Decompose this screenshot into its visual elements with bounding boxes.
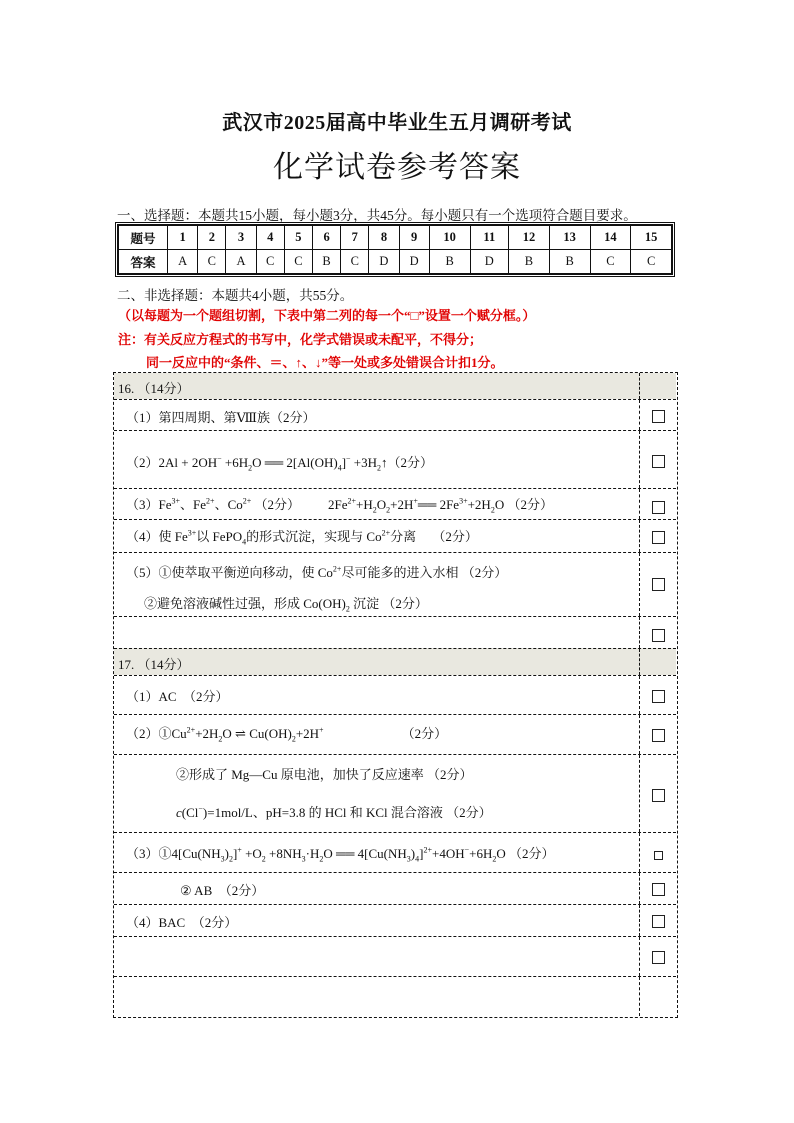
grading-note-2: 注：有关反应方程式的书写中，化学式错误或未配平，不得分； (118, 332, 483, 347)
score-box[interactable] (652, 410, 665, 423)
grading-note-1: （以每题为一个题组切割，下表中第二列的每一个“□”设置一个赋分框。） (118, 308, 536, 323)
q17-part4-answer: （4）BAC （2分） (126, 915, 238, 930)
question-number-cell: 13 (549, 226, 590, 250)
q17-part3-answer-2: ② AB （2分） (180, 883, 265, 898)
section-2-heading: 二、非选择题：本题共4小题，共55分。 (117, 288, 354, 303)
q16-part5-row (114, 552, 676, 616)
row-label: 答案 (119, 250, 168, 274)
question-number-cell: 9 (399, 226, 429, 250)
q17-part2a-row (114, 714, 676, 754)
answer-cell: B (509, 250, 550, 274)
q17-part2-answer-2: ②形成了 Mg—Cu 原电池，加快了反应速率 （2分） (176, 767, 473, 782)
question-number-cell: 11 (470, 226, 509, 250)
question-number-cell: 12 (509, 226, 550, 250)
q17-part3b-row (114, 872, 676, 904)
q16-part3-row (114, 488, 676, 519)
score-box[interactable] (652, 951, 665, 964)
question-number-cell: 1 (168, 226, 198, 250)
answer-cell: C (284, 250, 312, 274)
q17-part2-answer-3: c(Cl−)=1mol/L、pH=3.8 的 HCl 和 KCl 混合溶液 （2分） (176, 804, 492, 820)
exam-title: 武汉市2025届高中毕业生五月调研考试 (222, 112, 572, 134)
q17-part3-answer-1: $(3)①4[Cu(NH_3)_2]^+ +O_2 +8NH_3\cdot H_2O$ ══ $4[Cu(NH_3)_4]^{2+}+4OH^-+6H_2O$ （2分） (126, 845, 555, 864)
answer-cell: C (256, 250, 284, 274)
q16-part2-row (114, 430, 676, 488)
document-subtitle: 化学试卷参考答案 (273, 150, 521, 185)
answer-cell: C (198, 250, 226, 274)
q17-part3a-row (114, 832, 676, 872)
trailing-empty-row (114, 976, 676, 1016)
score-box[interactable] (652, 690, 665, 703)
grading-note-3: 同一反应中的“条件、＝、↑、↓”等一处或多处错误合计扣1分。 (146, 355, 504, 370)
row-label: 题号 (119, 226, 168, 250)
score-box[interactable] (652, 789, 665, 802)
answer-cell: C (590, 250, 631, 274)
question-number-cell: 2 (198, 226, 226, 250)
q17-part2b-row (114, 754, 676, 832)
q17-part2-answer-1: $(2)①Cu^{2+}+2H_2O$ ⇌ $Cu(OH)_2+2H^+$ （2分） (126, 725, 448, 744)
q16-part4-answer: （4）使 $Fe^{3+}$以 FePO$_4$的形式沉淀，实现与 $Co^{2+}$分离 （2分） (126, 528, 478, 547)
question-number-cell: 10 (429, 226, 470, 250)
score-box[interactable] (652, 915, 665, 928)
q17-part1-row (114, 675, 676, 714)
question-number-cell: 8 (369, 226, 399, 250)
score-box[interactable] (652, 629, 665, 642)
question-number-cell: 4 (256, 226, 284, 250)
q16-part5-answer-2: ②避免溶液碱性过强，形成 $Co(OH)_2$ 沉淀 （2分） (144, 596, 428, 614)
q16-part1-row (114, 399, 676, 430)
q17-header: 17. （14分） (118, 657, 190, 672)
score-box[interactable] (652, 455, 665, 468)
answer-cell: D (399, 250, 429, 274)
q16-header-row (114, 373, 676, 399)
multiple-choice-answer-table (115, 222, 675, 277)
score-box[interactable] (652, 729, 665, 742)
question-number-row (119, 226, 672, 250)
score-box[interactable] (652, 501, 665, 514)
q17-part1-answer: （1）AC （2分） (126, 689, 229, 704)
q17-header-row (114, 648, 676, 675)
answer-row (119, 250, 672, 274)
q16-part2-answer: $(2)2Al + 2OH^- +6H_2O$ ══ $2[Al(OH)_4]^-$ $+3H_2↑(2$分） (126, 454, 434, 473)
answer-cell: A (226, 250, 256, 274)
answer-cell: C (341, 250, 369, 274)
question-number-cell: 5 (284, 226, 312, 250)
q17-empty-row (114, 936, 676, 976)
answer-cell: B (312, 250, 340, 274)
answer-cell: B (549, 250, 590, 274)
q16-header: 16. （14分） (118, 381, 190, 396)
q16-part5-answer-1: （5）①使萃取平衡逆向移动，使 $Co^{2+}$尽可能多的进入水相 （2分） (126, 564, 508, 580)
question-number-cell: 15 (631, 226, 672, 250)
question-number-cell: 6 (312, 226, 340, 250)
answer-cell: A (168, 250, 198, 274)
q16-part4-row (114, 519, 676, 552)
scoring-table (113, 372, 678, 1018)
score-box[interactable] (652, 578, 665, 591)
answer-cell: D (470, 250, 509, 274)
question-number-cell: 14 (590, 226, 631, 250)
answer-cell: C (631, 250, 672, 274)
answer-cell: B (429, 250, 470, 274)
answer-cell: D (369, 250, 399, 274)
q16-part3-answer: $(3)Fe^{3+}$、$Fe^{2+}$、$Co^{2+}$ （2分） $2Fe^{2+}+H_2O_2+2H^+══$ $2Fe^{3+}+2H_2O$ （2分） (126, 496, 553, 515)
score-box[interactable] (652, 531, 665, 544)
score-box[interactable] (652, 883, 665, 896)
q17-part4-row (114, 904, 676, 936)
section-1-heading: 一、选择题：本题共15小题，每小题3分，共45分。每小题只有一个选项符合题目要求。 (117, 208, 637, 223)
question-number-cell: 7 (341, 226, 369, 250)
q16-part1-answer: （1）第四周期、第Ⅷ族（2分） (126, 410, 316, 425)
q16-empty-row (114, 616, 676, 648)
score-box[interactable] (654, 851, 663, 860)
question-number-cell: 3 (226, 226, 256, 250)
